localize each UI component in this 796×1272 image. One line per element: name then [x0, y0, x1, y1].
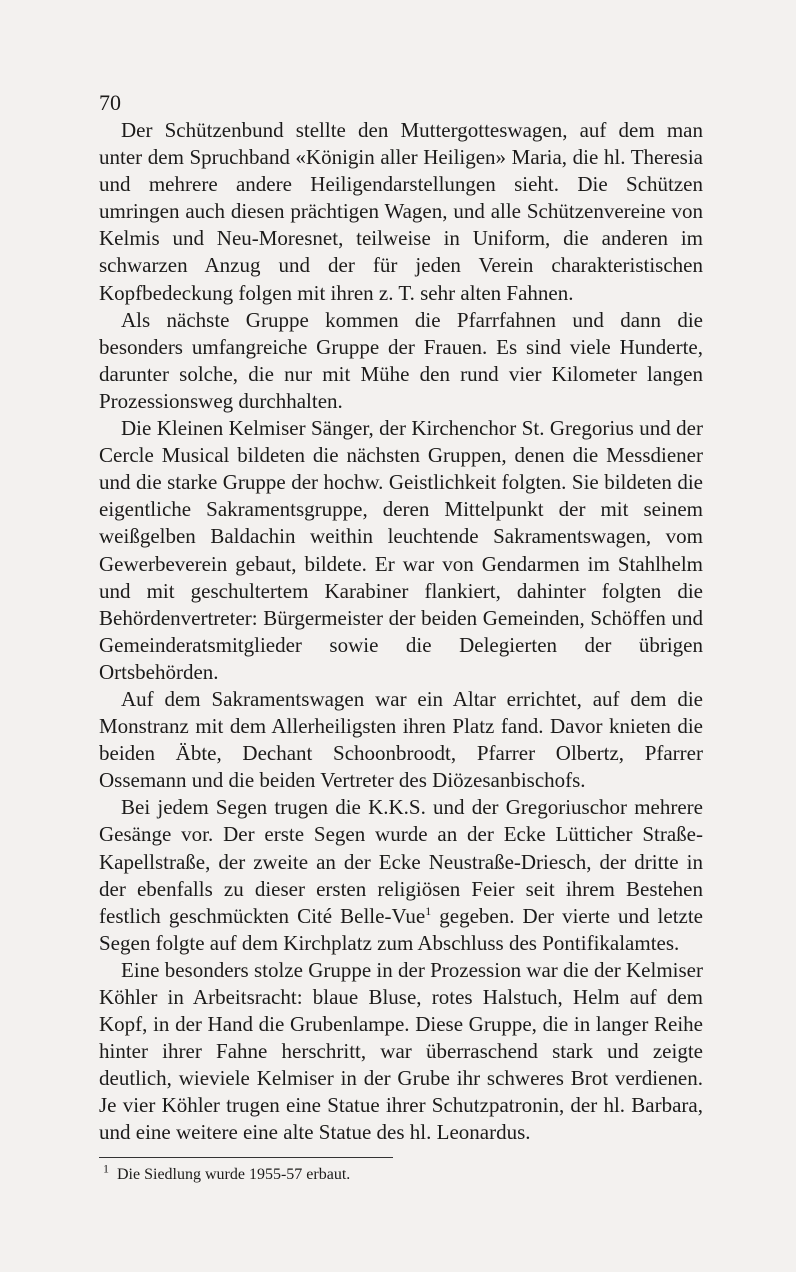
paragraph-text: Bei jedem Segen trugen die K.K.S. und der Gregoriuschor mehrere Gesänge vor. Der erste Segen wurde an der Ecke Lütticher Straße-Kapellstraße, der zweite an der Ecke Neustraße-Driesch, der dritte in der ebenfalls zu dieser ersten religiösen Feier seit ihrem Bestehen festlich geschmückten Cité Belle-Vue — [99, 795, 703, 928]
paragraph: Die Kleinen Kelmiser Sänger, der Kirchenchor St. Gregorius und der Cercle Musical bildeten die nächsten Gruppen, denen die Messdiener und die starke Gruppe der hochw. Geistlichkeit folgten. Sie bildeten die eigentliche Sakramentsgruppe, deren Mittelpunkt der mit seinem weißgelben Baldachin weithin leuchtende Sakramentswagen, vom Gewerbeverein gebaut, bildete. Er war von Gendarmen im Stahlhelm und mit geschultertem Karabiner flankiert, dahinter folgten die Behördenvertreter: Bürgermeister der beiden Gemeinden, Schöffen und Gemeinderatsmitglieder sowie die Delegierten der übrigen Ortsbehörden. — [99, 416, 703, 684]
paragraph — [99, 794, 703, 957]
paragraph: Als nächste Gruppe kommen die Pfarrfahnen und dann die besonders umfangreiche Gruppe der Frauen. Es sind viele Hunderte, darunter solche, die nur mit Mühe den rund vier Kilometer langen Prozessionsweg durchhalten. — [99, 307, 703, 413]
paragraph: Auf dem Sakramentswagen war ein Altar errichtet, auf dem die Monstranz mit dem Allerheiligsten ihren Platz fand. Davor knieten die beiden Äbte, Dechant Schoonbroodt, Pfarrer Olbertz, Pfarrer Ossemann und die beiden Vertreter des Diözesanbischofs. — [99, 686, 703, 793]
footnote-text: Die Siedlung wurde 1955-57 erbaut. — [117, 1166, 351, 1183]
footnote-number: 1 — [103, 1161, 109, 1176]
paragraph: Eine besonders stolze Gruppe in der Prozession war die der Kelmiser Köhler in Arbeitsracht: blaue Bluse, rotes Halstuch, Helm auf dem Kopf, in der Hand die Grubenlampe. Diese Gruppe, die in langer Reihe hinter ihrer Fahne herschritt, war überraschend stark und zeigte deutlich, wieviele Kelmiser in der Grube ihr schweres Brot verdienen. Je vier Köhler trugen eine Statue ihrer Schutzpatronin, der hl. Barbara, und eine weitere eine alte Statue des hl. Leonardus. — [99, 957, 703, 1145]
paragraph-text: gegeben. Der vierte und letzte Segen folgte auf dem Kirchplatz zum Abschluss des Pontifikalamtes. — [99, 903, 704, 955]
footnote-reference[interactable]: 1 — [425, 903, 432, 918]
footnote — [103, 1161, 351, 1186]
page-number: 70 — [99, 90, 121, 115]
body-text — [99, 117, 703, 1147]
footnote-divider — [99, 1157, 393, 1158]
paragraph: Der Schützenbund stellte den Muttergotteswagen, auf dem man unter dem Spruchband «Königin aller Heiligen» Maria, die hl. Theresia und mehrere andere Heiligendarstellungen sieht. Die Schützen umringen auch diesen prächtigen Wagen, und alle Schützenvereine von Kelmis und Neu-Moresnet, teilweise in Uniform, die anderen im schwarzen Anzug und der für jeden Verein charakteristischen Kopfbedeckung folgen mit ihren z. T. sehr alten Fahnen. — [99, 118, 703, 305]
